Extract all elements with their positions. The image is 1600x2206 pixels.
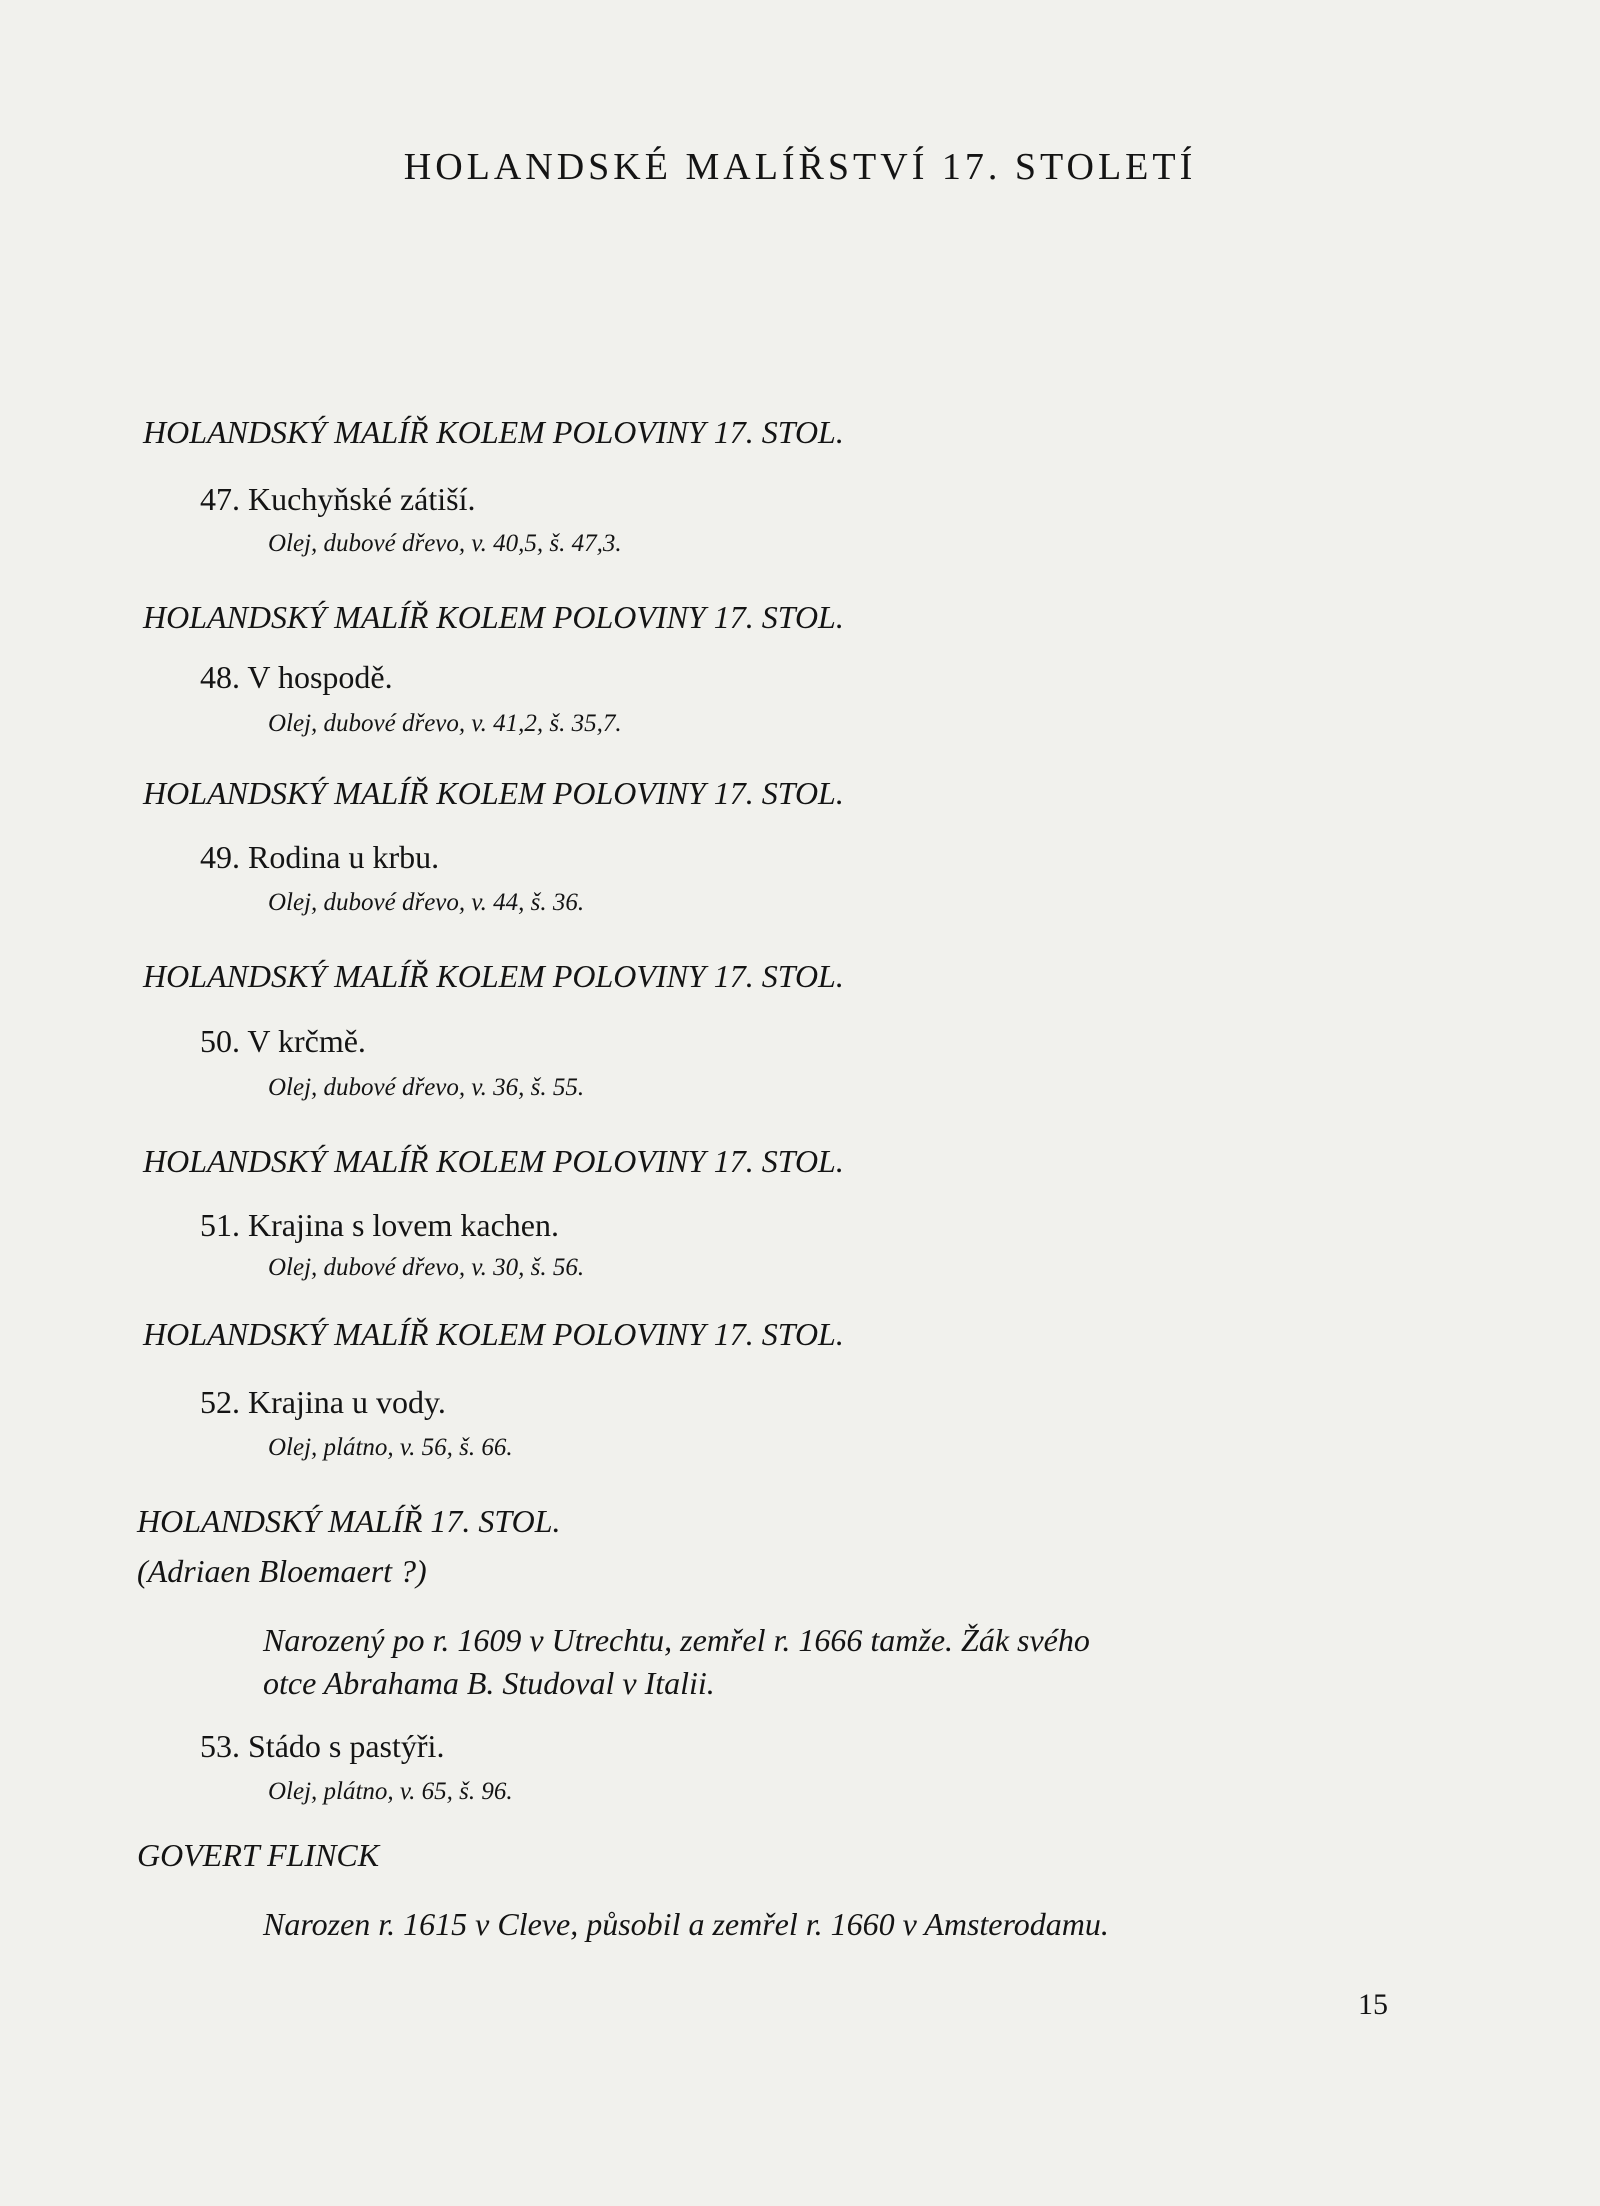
artist-heading-48: HOLANDSKÝ MALÍŘ KOLEM POLOVINY 17. STOL. (143, 599, 844, 635)
catalog-item-details-48: Olej, dubové dřevo, v. 41,2, š. 35,7. (268, 710, 622, 737)
page-title: HOLANDSKÉ MALÍŘSTVÍ 17. STOLETÍ (403, 146, 1197, 188)
catalog-item-title-49: 49. Rodina u krbu. (200, 839, 440, 875)
artist-heading-52: HOLANDSKÝ MALÍŘ KOLEM POLOVINY 17. STOL. (143, 1316, 844, 1352)
catalog-item-details-50: Olej, dubové dřevo, v. 36, š. 55. (268, 1074, 585, 1101)
page-number: 15 (1358, 1988, 1388, 2021)
artist-heading-51: HOLANDSKÝ MALÍŘ KOLEM POLOVINY 17. STOL. (143, 1143, 844, 1179)
catalog-item-title-51: 51. Krajina s lovem kachen. (200, 1207, 559, 1243)
artist-heading-flinck: GOVERT FLINCK (137, 1837, 380, 1873)
catalog-item-title-47: 47. Kuchyňské zátiší. (200, 481, 476, 517)
artist-bio-flinck: Narozen r. 1615 v Cleve, působil a zemřel r. 1660 v Amsterodamu. (263, 1906, 1109, 1942)
artist-bio-line-2: otce Abrahama B. Studoval v Italii. (263, 1665, 715, 1701)
catalog-item-details-52: Olej, plátno, v. 56, š. 66. (268, 1434, 513, 1461)
artist-attribution-note: (Adriaen Bloemaert ?) (137, 1553, 427, 1589)
artist-heading-50: HOLANDSKÝ MALÍŘ KOLEM POLOVINY 17. STOL. (143, 958, 844, 994)
catalog-item-title-52: 52. Krajina u vody. (200, 1384, 446, 1420)
catalog-item-details-53: Olej, plátno, v. 65, š. 96. (268, 1778, 513, 1805)
artist-heading-53: HOLANDSKÝ MALÍŘ 17. STOL. (137, 1503, 561, 1539)
catalog-item-title-48: 48. V hospodě. (200, 659, 393, 695)
catalog-item-details-51: Olej, dubové dřevo, v. 30, š. 56. (268, 1254, 585, 1281)
catalog-item-details-47: Olej, dubové dřevo, v. 40,5, š. 47,3. (268, 530, 622, 557)
catalog-item-details-49: Olej, dubové dřevo, v. 44, š. 36. (268, 889, 585, 916)
artist-bio-line-1: Narozený po r. 1609 v Utrechtu, zemřel r. 1666 tamže. Žák svého (263, 1622, 1090, 1658)
artist-heading-47: HOLANDSKÝ MALÍŘ KOLEM POLOVINY 17. STOL. (143, 414, 844, 450)
catalog-item-title-50: 50. V krčmě. (200, 1023, 366, 1059)
artist-heading-49: HOLANDSKÝ MALÍŘ KOLEM POLOVINY 17. STOL. (143, 775, 844, 811)
catalog-item-title-53: 53. Stádo s pastýři. (200, 1728, 445, 1764)
